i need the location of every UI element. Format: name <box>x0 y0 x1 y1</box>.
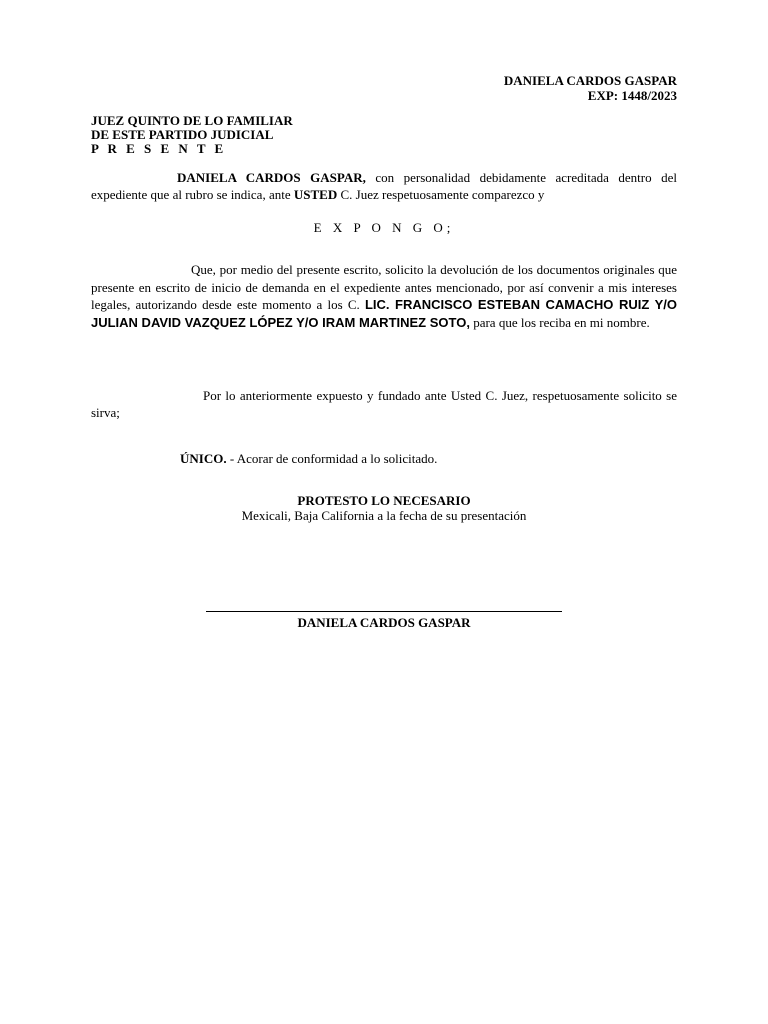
intro-paragraph <box>91 169 677 203</box>
addressee-block <box>91 114 293 156</box>
body-paragraph-2 <box>91 387 677 421</box>
addressee-line-1: JUEZ QUINTO DE LO FAMILIAR <box>91 113 293 128</box>
intro-usted: USTED <box>293 187 338 202</box>
body2-text: Por lo anteriormente expuesto y fundado ante Usted C. Juez, respetuosamente solicito se sirva; <box>91 388 677 420</box>
document-header <box>504 73 677 103</box>
authorized-names: LIC. FRANCISCO ESTEBAN CAMACHO RUIZ Y/O JULIAN DAVID VAZQUEZ LÓPEZ Y/O IRAM MARTINEZ SOTO, <box>91 297 677 330</box>
signature-line <box>206 611 562 612</box>
addressee-line-3: P R E S E N T E <box>91 141 227 156</box>
unico-label: ÚNICO. <box>180 451 227 466</box>
intro-name: DANIELA CARDOS GASPAR, <box>177 170 366 185</box>
intro-text-2: C. Juez respetuosamente comparezco y <box>337 187 545 202</box>
protesto-heading: PROTESTO LO NECESARIO <box>297 493 471 508</box>
body-paragraph-1 <box>91 261 677 331</box>
unico-text: - Acorar de conformidad a lo solicitado. <box>226 451 438 466</box>
unico-petition <box>180 451 437 467</box>
expongo-heading: E X P O N G O; <box>313 220 455 235</box>
intro-text-1: con personalidad debidamente acreditada dentro del expediente que al rubro se indica, ante <box>91 170 677 202</box>
addressee-line-2: DE ESTE PARTIDO JUDICIAL <box>91 127 274 142</box>
closing-block <box>0 493 768 523</box>
header-expediente: EXP: 1448/2023 <box>587 88 677 103</box>
header-name: DANIELA CARDOS GASPAR <box>503 73 677 88</box>
signature-name: DANIELA CARDOS GASPAR <box>297 615 471 630</box>
body1-tail: para que los reciba en mi nombre. <box>469 314 650 330</box>
body1-text: Que, por medio del presente escrito, solicito la devolución de los documentos originales que presente en escrito de inicio de demanda en el expediente antes mencionado, por así convenir a mis intereses legales, autorizando desde este momento a los C. <box>91 262 677 312</box>
place-date: Mexicali, Baja California a la fecha de su presentación <box>241 508 527 523</box>
